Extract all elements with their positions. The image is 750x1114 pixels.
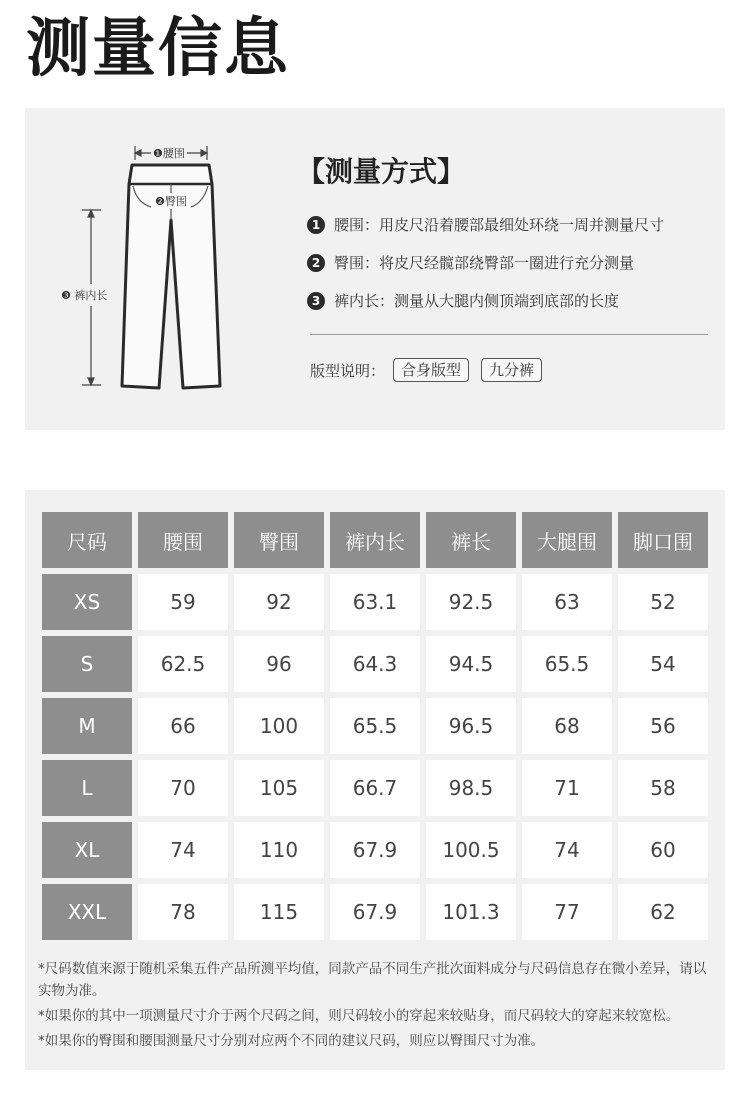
column-header: 裤内长 <box>330 512 420 568</box>
table-cell: 67.9 <box>330 884 420 940</box>
step-text: 臀围：将皮尺经髋部绕臀部一圈进行充分测量 <box>334 254 635 272</box>
table-cell: 63 <box>522 574 612 630</box>
table-cell: 65.5 <box>330 698 420 754</box>
table-cell: 92.5 <box>426 574 516 630</box>
column-header: 脚口围 <box>618 512 708 568</box>
step-3 <box>307 290 619 311</box>
table-cell: 101.3 <box>426 884 516 940</box>
step-number: 3 <box>307 292 325 310</box>
table-cell: 100.5 <box>426 822 516 878</box>
size-label: XL <box>42 822 132 878</box>
size-label: S <box>42 636 132 692</box>
fit-tag: 合身版型 <box>393 358 469 382</box>
divider <box>310 334 708 335</box>
table-cell: 77 <box>522 884 612 940</box>
table-cell: 110 <box>234 822 324 878</box>
note-1: *尺码数值来源于随机采集五件产品所测平均值，同款产品不同生产批次面料成分与尺码信息存在微小差异，请以实物为准。 <box>38 961 707 999</box>
page-title: 测量信息 <box>26 12 290 86</box>
column-header: 裤长 <box>426 512 516 568</box>
table-cell: 96.5 <box>426 698 516 754</box>
table-cell: 66 <box>138 698 228 754</box>
table-cell: 115 <box>234 884 324 940</box>
size-label: XS <box>42 574 132 630</box>
column-header: 腰围 <box>138 512 228 568</box>
note-2: *如果你的其中一项测量尺寸介于两个尺码之间，则尺码较小的穿起来较贴身，而尺码较大的穿起来较宽松。 <box>38 1008 680 1024</box>
note-3: *如果你的臀围和腰围测量尺寸分别对应两个不同的建议尺码，则应以臀围尺寸为准。 <box>38 1033 545 1049</box>
waist-label: ❶腰围 <box>153 147 185 160</box>
table-cell: 70 <box>138 760 228 816</box>
table-cell: 105 <box>234 760 324 816</box>
table-cell: 74 <box>522 822 612 878</box>
step-number: 1 <box>307 216 325 234</box>
notes <box>38 958 718 1055</box>
table-cell: 64.3 <box>330 636 420 692</box>
table-cell: 58 <box>618 760 708 816</box>
table-cell: 96 <box>234 636 324 692</box>
table-cell: 98.5 <box>426 760 516 816</box>
column-header: 尺码 <box>42 512 132 568</box>
fit-label: 版型说明： <box>310 361 386 380</box>
step-text: 裤内长：测量从大腿内侧顶端到底部的长度 <box>334 292 620 310</box>
table-cell: 78 <box>138 884 228 940</box>
fit-info <box>310 358 542 382</box>
table-cell: 74 <box>138 822 228 878</box>
method-title: 【测量方式】 <box>297 155 466 188</box>
measurement-panel <box>25 108 725 430</box>
step-number: 2 <box>307 254 325 272</box>
size-label: XXL <box>42 884 132 940</box>
table-cell: 60 <box>618 822 708 878</box>
table-cell: 63.1 <box>330 574 420 630</box>
table-cell: 56 <box>618 698 708 754</box>
table-cell: 65.5 <box>522 636 612 692</box>
size-label: M <box>42 698 132 754</box>
inseam-label: ❸ 裤内长 <box>61 289 108 302</box>
table-cell: 100 <box>234 698 324 754</box>
column-header: 臀围 <box>234 512 324 568</box>
table-cell: 52 <box>618 574 708 630</box>
size-label: L <box>42 760 132 816</box>
table-cell: 59 <box>138 574 228 630</box>
table-cell: 92 <box>234 574 324 630</box>
table-cell: 54 <box>618 636 708 692</box>
table-cell: 71 <box>522 760 612 816</box>
table-cell: 67.9 <box>330 822 420 878</box>
length-tag: 九分裤 <box>481 358 542 382</box>
step-2 <box>307 252 634 273</box>
table-cell: 62.5 <box>138 636 228 692</box>
table-cell: 68 <box>522 698 612 754</box>
table-cell: 66.7 <box>330 760 420 816</box>
hip-label: ❷臀围 <box>155 195 187 208</box>
column-header: 大腿围 <box>522 512 612 568</box>
step-text: 腰围：用皮尺沿着腰部最细处环绕一周并测量尺寸 <box>334 216 665 234</box>
table-cell: 94.5 <box>426 636 516 692</box>
step-1 <box>307 214 664 235</box>
table-cell: 62 <box>618 884 708 940</box>
